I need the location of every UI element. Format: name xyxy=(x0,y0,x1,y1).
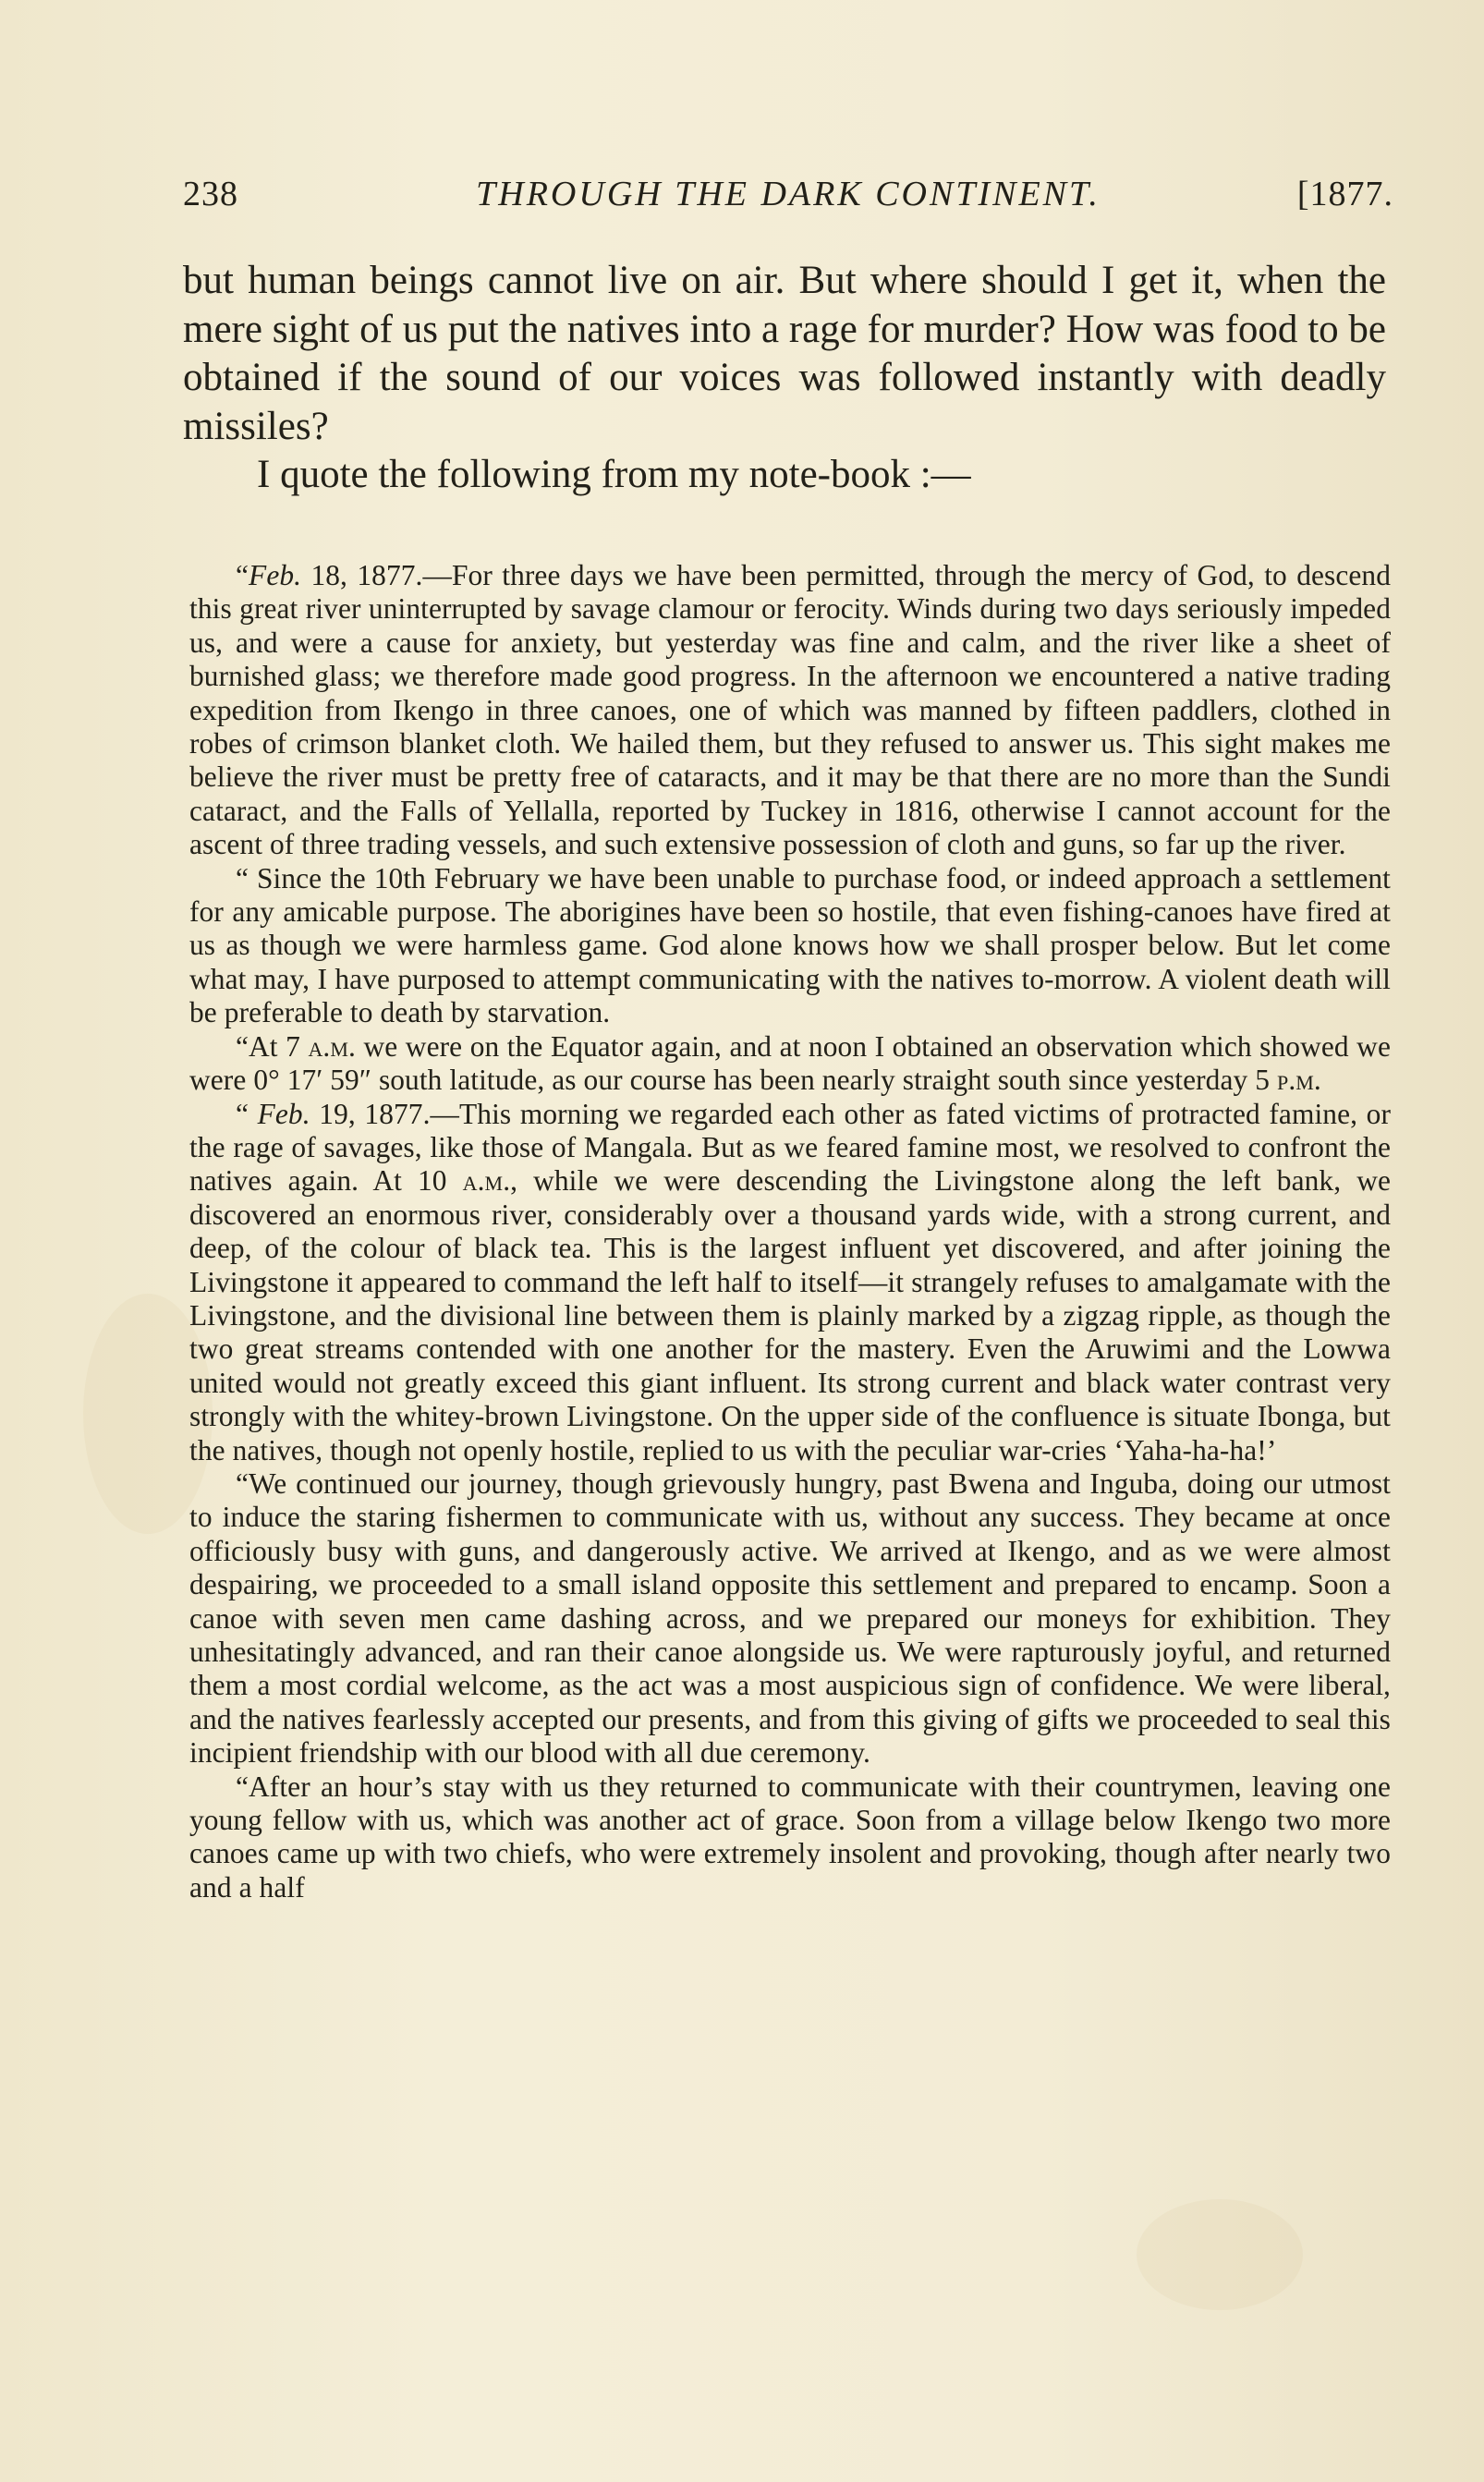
running-header xyxy=(183,166,1393,222)
entry-text: 18, 1877.—For three days we have been permitted, through the mercy of God, to descend this great river uninterrupted by savage clamour or ferocity. Winds during two days seriously impeded us, and were a cause for anxiety, but yesterday was fine and calm, and the river like a sheet of burnished glass; we therefore made good progress. In the afternoon we encountered a native trading expedition from Ikengo in three canoes, one of which was manned by fifteen paddlers, clothed in robes of crimson blanket cloth. We hailed them, but they refused to answer us. This sight makes me believe the river must be pretty free of cataracts, and it may be that there are no more than the Sundi cataract, and the Falls of Yellalla, reported by Tuckey in 1816, otherwise I cannot account for the ascent of three trading vessels, and such extensive possession of cloth and guns, so far up the river. xyxy=(189,559,1391,861)
entry-feb-19 xyxy=(189,1098,1391,1467)
entry-continued-journey: “We continued our journey, though grievously hungry, past Bwena and Inguba, doing our utmost to induce the staring fishermen to communicate with us, without any success. They became at once officiously busy with guns, and dangerously active. We arrived at Ikengo, and as we were almost despairing, we proceeded to a small island opposite this settlement and prepared to encamp. Soon a canoe with seven men came dashing across, and we prepared our moneys for exhibition. They unhesitatingly advanced, and ran their canoe alongside us. We were rapturously joyful, and returned them a most cordial welcome, as the act was a most auspicious sign of confidence. We were liberal, and the natives fearlessly accepted our presents, and from this giving of gifts we proceeded to seal this incipient friendship with our blood with all due ceremony. xyxy=(189,1466,1391,1770)
quote-intro: I quote the following from my note-book :— xyxy=(257,453,971,496)
page-number: 238 xyxy=(183,175,238,213)
running-title: THROUGH THE DARK CONTINENT. xyxy=(476,175,1101,213)
time-abbrev: a.m. xyxy=(462,1164,511,1198)
open-quote: “ xyxy=(236,559,249,591)
entry-equator xyxy=(189,1030,1391,1098)
entry-after-an-hour: “After an hour’s stay with us they returned to communicate with their countrymen, leaving one young fellow with us, which was another act of grace. Soon from a village below Ikengo two more canoes came up with two chiefs, who were extremely insolent and provoking, though after nearly two and a half xyxy=(189,1770,1391,1904)
open-quote: “ xyxy=(236,1097,258,1130)
time-abbrev: a.m. xyxy=(308,1029,356,1063)
entry-date-abbrev: Feb. xyxy=(249,559,302,591)
entry-text: , while we were descending the Livingstone along the left bank, we discovered an enormous river, considerably over a thousand yards wide, with a strong current, and deep, of the colour of black tea. This is the largest influent yet discovered, and after joining the Livingstone it appeared to command the left half to itself—it strangely refuses to amalgamate with the Livingstone, and the divisional line between them is plainly marked by a zigzag ripple, as though the two great streams contended with one another for the mastery. Even the Aruwimi and the Lowwa united would not greatly exceed this giant influent. Its strong current and black water contrast very strongly with the whitey-brown Livingstone. On the upper side of the confluence is situate Ibonga, but the natives, though not openly hostile, replied to us with the peculiar war-cries ‘Yaha-ha-ha!’ xyxy=(189,1164,1392,1466)
main-text xyxy=(183,257,1386,500)
entry-date-abbrev: Feb. xyxy=(257,1097,310,1130)
entry-text: 19, 1877.—This morning we regarded each other as fated victims of protracted famine, or the rage of savages, like those of Mangala. But as we feared famine most, we resolved to confront the natives again. At 10 xyxy=(189,1097,1391,1198)
entry-text: we were on the Equator again, and at noon I obtained an observation which showed we were 0° 17′ 59″ south latitude, as our course has been nearly straight south since yesterday 5 xyxy=(189,1029,1391,1097)
notebook-quote xyxy=(189,559,1391,1904)
time-abbrev: p.m. xyxy=(1276,1064,1321,1097)
entry-since-10th: “ Since the 10th February we have been unable to purchase food, or indeed approach a settlement for any amicable purpose. The aborigines have been so hostile, that even fishing-canoes have fired at us as though we were harmless game. God alone knows how we shall prosper below. But let come what may, I have purposed to attempt communicating with the natives to-morrow. A violent death will be preferable to death by starvation. xyxy=(189,861,1391,1029)
entry-text: “At 7 xyxy=(236,1029,309,1063)
intro-paragraph: but human beings cannot live on air. But where should I get it, when the mere sight of us put the natives into a rage for murder? How was food to be obtained if the sound of our voices was followed instantly with deadly missiles? xyxy=(183,259,1386,448)
paper-stain xyxy=(1137,2199,1303,2310)
header-year: [1877. xyxy=(1296,175,1393,213)
entry-feb-18 xyxy=(189,559,1391,862)
